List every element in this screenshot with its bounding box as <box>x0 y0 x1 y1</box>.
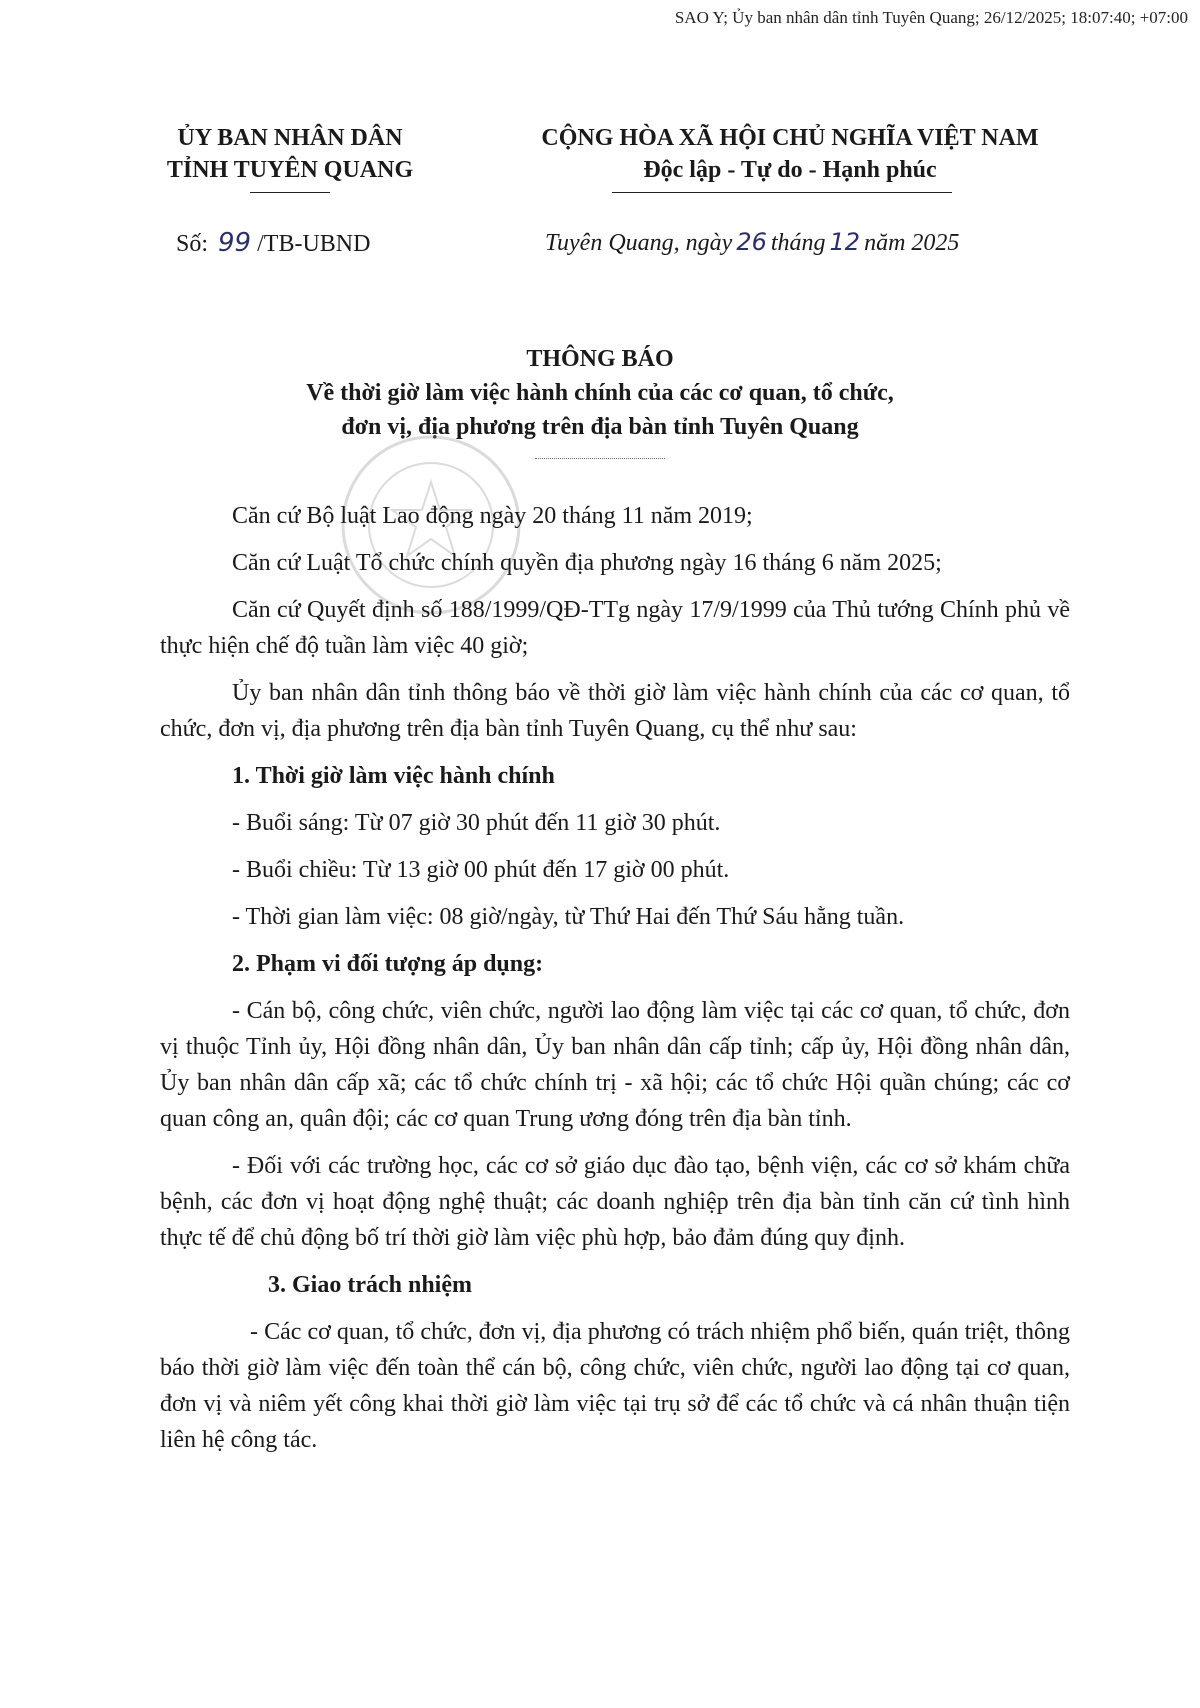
legal-basis-2: Căn cứ Luật Tổ chức chính quyền địa phương ngày 16 tháng 6 năm 2025; <box>232 550 942 576</box>
subtitle-line-2: đơn vị, địa phương trên địa bàn tỉnh Tuyên Quang <box>341 414 859 440</box>
date-day: 26 <box>736 228 767 256</box>
legal-basis-3: Căn cứ Quyết định số 188/1999/QĐ-TTg ngày 17/9/1999 của Thủ tướng Chính phủ về thực hiện chế độ tuần làm việc 40 giờ; <box>160 597 1070 659</box>
section-1-item-3: - Thời gian làm việc: 08 giờ/ngày, từ Thứ Hai đến Thứ Sáu hằng tuần. <box>232 904 905 930</box>
section-1-heading: 1. Thời giờ làm việc hành chính <box>232 763 555 789</box>
section-2-item-1: - Cán bộ, công chức, viên chức, người lao động làm việc tại các cơ quan, tổ chức, đơn vị thuộc Tỉnh ủy, Hội đồng nhân dân, Ủy ban nhân dân cấp tỉnh; cấp ủy, Hội đồng nhân dân, Ủy ban nhân dân cấp xã; các tổ chức chính trị - xã hội; các tổ chức Hội quần chúng; các cơ quan công an, quân đội; các cơ quan Trung ương đóng trên địa bàn tỉnh. <box>160 998 1070 1132</box>
date-month-label: tháng <box>770 230 826 256</box>
subtitle-line-1: Về thời giờ làm việc hành chính của các cơ quan, tổ chức, <box>306 380 894 406</box>
section-1-item-2: - Buổi chiều: Từ 13 giờ 00 phút đến 17 giờ 00 phút. <box>232 857 730 883</box>
number-value: 99 <box>218 228 252 258</box>
issuing-organization <box>140 122 440 186</box>
org-underline <box>250 192 330 193</box>
org-line-2: TỈNH TUYÊN QUANG <box>166 157 414 183</box>
number-suffix: /TB-UBND <box>257 231 371 257</box>
section-2-heading: 2. Phạm vi đối tượng áp dụng: <box>232 951 544 977</box>
intro-paragraph: Ủy ban nhân dân tỉnh thông báo về thời giờ làm việc hành chính của các cơ quan, tổ chức, đơn vị, địa phương trên địa bàn tỉnh Tuyên Quang, cụ thể như sau: <box>160 680 1070 742</box>
nation-line-2: Độc lập - Tự do - Hạnh phúc <box>643 157 937 183</box>
section-3-item-1: - Các cơ quan, tổ chức, đơn vị, địa phương có trách nhiệm phổ biến, quán triệt, thông báo thời giờ làm việc đến toàn thể cán bộ, công chức, viên chức, người lao động tại cơ quan, đơn vị và niêm yết công khai thời giờ làm việc tại trụ sở để các tổ chức và cá nhân thuận tiện liên hệ công tác. <box>160 1319 1070 1453</box>
document-number <box>176 228 370 258</box>
section-1-item-1: - Buổi sáng: Từ 07 giờ 30 phút đến 11 giờ 30 phút. <box>232 810 721 836</box>
number-prefix: Số: <box>176 231 209 257</box>
date-year: năm 2025 <box>864 230 960 256</box>
date-place: Tuyên Quang, ngày <box>545 230 733 256</box>
digital-copy-stamp: SAO Y; Ủy ban nhân dân tỉnh Tuyên Quang; 26/12/2025; 18:07:40; +07:00 <box>674 8 1188 27</box>
section-3-heading: 3. Giao trách nhiệm <box>268 1272 472 1298</box>
legal-basis-1: Căn cứ Bộ luật Lao động ngày 20 tháng 11 năm 2019; <box>232 503 753 529</box>
document-body <box>160 498 1070 1469</box>
national-header <box>500 122 1080 186</box>
date-month: 12 <box>829 228 861 256</box>
issue-date <box>545 228 959 257</box>
title-divider <box>535 458 665 459</box>
nation-line-1: CỘNG HÒA XÃ HỘI CHỦ NGHĨA VIỆT NAM <box>541 125 1039 151</box>
motto-underline <box>612 192 952 193</box>
document-subtitle <box>160 376 1040 444</box>
document-title: THÔNG BÁO <box>526 346 674 372</box>
org-line-1: ỦY BAN NHÂN DÂN <box>177 125 403 151</box>
section-2-item-2: - Đối với các trường học, các cơ sở giáo dục đào tạo, bệnh viện, các cơ sở khám chữa bệnh, các đơn vị hoạt động nghệ thuật; các doanh nghiệp trên địa bàn tỉnh căn cứ tình hình thực tế để chủ động bố trí thời giờ làm việc phù hợp, bảo đảm đúng quy định. <box>160 1153 1070 1251</box>
